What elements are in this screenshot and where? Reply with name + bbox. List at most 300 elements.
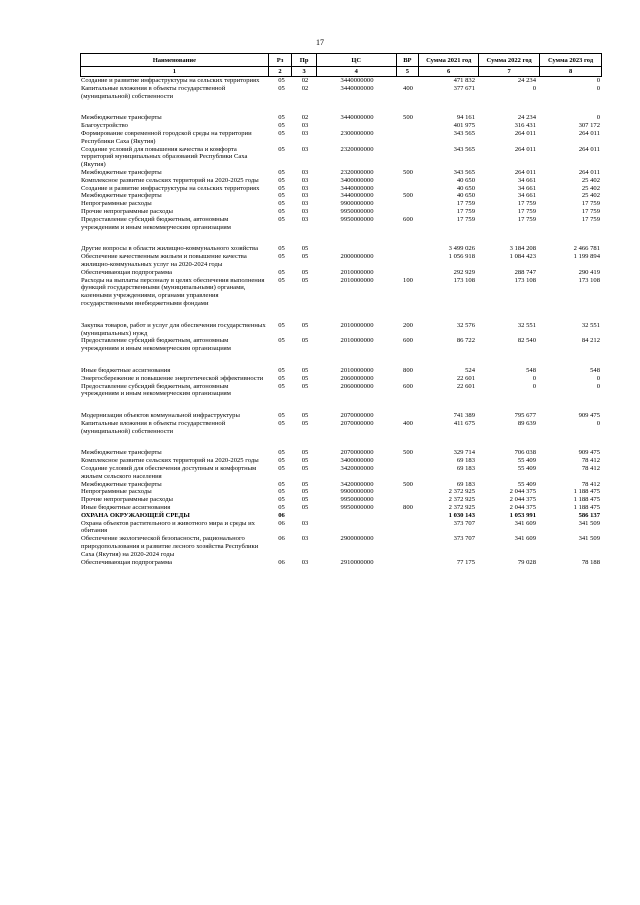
cell-vr: [397, 520, 419, 536]
table-row: [80, 200, 602, 208]
cell-s22: 264 011: [514, 129, 536, 137]
cell-vr: [397, 465, 419, 481]
cell-s23: 586 137: [578, 511, 600, 519]
cell-cs: 2300000000: [340, 129, 374, 137]
cell-rz: 05: [278, 200, 285, 208]
table-row: [80, 457, 602, 465]
table-row: [80, 504, 602, 512]
cell-s23: 341 509: [578, 535, 600, 543]
cell-s22: 79 028: [517, 558, 536, 566]
cell-name: Непрограммные расходы: [81, 200, 152, 208]
cell-s23: 78 412: [581, 457, 600, 465]
cell-s23: 0: [596, 382, 600, 390]
cell-s21: 411 675: [453, 419, 475, 427]
cell-rz: 05: [278, 122, 285, 130]
cell-vr: [397, 245, 419, 253]
cell-name: Предоставление субсидий бюджетным, автономным учреждениям и иным некоммерческим организациям: [81, 215, 231, 231]
cell-vr: [397, 122, 419, 130]
cell-pr: 05: [301, 504, 309, 512]
header-sum-2023: Сумма 2023 год: [547, 56, 594, 64]
cell-s22: 24 234: [517, 77, 536, 84]
header-pr: Пр: [292, 54, 317, 66]
cell-s21: 32 576: [456, 321, 475, 329]
cell-name: Охрана объектов растительного и животного мира и среды их обитания: [81, 519, 255, 535]
cell-cs: 2320000000: [340, 168, 374, 176]
table-row: [80, 114, 602, 122]
cell-name: Обеспечивающая подпрограмма: [81, 558, 173, 566]
cell-cs: 3400000000: [340, 176, 374, 184]
cell-vr: 600: [403, 337, 413, 345]
cell-pr: 02: [301, 77, 309, 84]
cell-s22: 89 639: [517, 419, 536, 427]
table-row: [80, 535, 602, 558]
cell-name: Создание условий для обеспечения доступным и комфортным жильем сельского населения: [81, 465, 257, 480]
cell-rz: 05: [278, 412, 285, 420]
cell-s21: 741 389: [453, 412, 475, 420]
header-sum-2022: Сумма 2022 год: [479, 54, 540, 66]
table-row: [80, 77, 602, 85]
cell-s22: 32 551: [517, 321, 536, 329]
cell-vr: [397, 559, 419, 567]
table-body: [80, 77, 602, 566]
cell-cs: 2070000000: [340, 449, 374, 457]
cell-cs: 9900000000: [340, 488, 374, 496]
cell-s22: 82 540: [517, 337, 536, 345]
cell-rz: 06: [278, 535, 285, 543]
cell-name: Обеспечение экологической безопасности, рационального природопользования и развитие лесного хозяйства Республики Саха (Якутия) на 2020-2024 годы: [81, 535, 259, 558]
cell-s21: 40 650: [456, 192, 475, 200]
cell-pr: 05: [301, 321, 309, 329]
cell-vr: [397, 412, 419, 420]
cell-vr: 800: [403, 366, 413, 374]
cell-name: Непрограммные расходы: [81, 488, 152, 496]
cell-s23: 78 188: [581, 558, 600, 566]
cell-s22: 55 409: [517, 457, 536, 465]
cell-pr: 05: [301, 245, 309, 253]
cell-rz: 05: [278, 268, 285, 276]
cell-rz: 05: [278, 374, 285, 382]
cell-name: Предоставление субсидий бюджетным, автономным учреждениям и иным некоммерческим организациям: [81, 337, 231, 353]
cell-s22: 264 011: [514, 145, 536, 153]
cell-pr: 05: [301, 480, 309, 488]
cell-s21: 77 175: [456, 558, 475, 566]
table-row: [80, 420, 602, 436]
cell-s22: 795 677: [514, 412, 536, 420]
cell-rz: 05: [278, 504, 285, 512]
cell-vr: 400: [403, 84, 413, 92]
cell-pr: 05: [301, 374, 309, 382]
cell-s21: 2 372 925: [448, 504, 475, 512]
cell-name: Капитальные вложения в объекты государственной (муниципальной) собственности: [81, 84, 226, 100]
cell-name: Капитальные вложения в объекты государственной (муниципальной) собственности: [81, 419, 226, 435]
table-row: [80, 322, 602, 338]
cell-vr: [397, 200, 419, 208]
cell-s22: 0: [532, 374, 536, 382]
table-row: [80, 122, 602, 130]
cell-rz: 05: [278, 184, 285, 192]
cell-vr: [397, 146, 419, 169]
cell-vr: [397, 130, 419, 146]
cell-pr: 02: [301, 84, 309, 92]
table-row: [80, 512, 602, 520]
cell-rz: 05: [278, 337, 285, 345]
cell-s21: 22 601: [456, 374, 475, 382]
cell-rz: 05: [278, 129, 285, 137]
cell-s23: 2 466 781: [573, 245, 600, 253]
cell-s21: 2 372 925: [448, 488, 475, 496]
cell-pr: 03: [301, 192, 309, 200]
cell-cs: 2060000000: [340, 374, 374, 382]
cell-s21: 17 759: [456, 215, 475, 223]
cell-cs: 2010000000: [340, 321, 374, 329]
table-row: [80, 367, 602, 375]
cell-name: Благоустройство: [81, 122, 128, 130]
cell-s23: 264 011: [578, 168, 600, 176]
cell-name: Прочие непрограммные расходы: [81, 207, 173, 215]
table-row: [80, 488, 602, 496]
cell-vr: [397, 269, 419, 277]
cell-name: Создание и развитие инфраструктуры на сельских территориях: [81, 77, 260, 84]
cell-s23: 909 475: [578, 412, 600, 420]
cell-rz: 05: [278, 215, 285, 223]
cell-pr: 03: [301, 168, 309, 176]
table-row: [80, 496, 602, 504]
cell-pr: 05: [301, 449, 309, 457]
cell-s22: 3 184 208: [509, 245, 536, 253]
cell-name: Модернизация объектов коммунальной инфраструктуры: [81, 412, 240, 420]
cell-s22: 173 108: [514, 276, 536, 284]
cell-s21: 40 650: [456, 176, 475, 184]
cell-rz: 05: [278, 366, 285, 374]
cell-vr: 500: [403, 114, 413, 122]
table-row: [80, 465, 602, 481]
cell-rz: 05: [278, 145, 285, 153]
cell-name: Обеспечивающая подпрограмма: [81, 268, 173, 276]
cell-s23: 25 402: [581, 184, 600, 192]
column-number: 2: [269, 67, 293, 76]
cell-vr: 200: [403, 321, 413, 329]
cell-vr: [397, 208, 419, 216]
cell-s22: 316 431: [514, 122, 536, 130]
cell-vr: 400: [403, 419, 413, 427]
cell-s23: 78 412: [581, 465, 600, 473]
cell-vr: [397, 77, 419, 85]
cell-s22: 34 661: [517, 176, 536, 184]
cell-rz: 05: [278, 176, 285, 184]
table-row: [80, 412, 602, 420]
cell-cs: 2910000000: [340, 558, 374, 566]
column-number: 8: [568, 68, 573, 75]
cell-name: Обеспечение качественным жильем и повышение качества жилищно-коммунальных услуг на 2020-2024 годы: [81, 253, 247, 268]
cell-rz: 05: [278, 321, 285, 329]
cell-s22: 706 038: [514, 449, 536, 457]
header-rz: Рз: [269, 54, 293, 66]
cell-vr: 600: [403, 215, 413, 223]
cell-cs: 9900000000: [340, 200, 374, 208]
cell-s22: 1 084 423: [509, 253, 536, 261]
cell-name: Закупка товаров, работ и услуг для обеспечения государственных (муниципальных) нужд: [81, 321, 266, 337]
header-vr: ВР: [397, 54, 420, 66]
cell-vr: 500: [403, 480, 413, 488]
cell-s22: 288 747: [514, 268, 536, 276]
cell-pr: 03: [301, 215, 309, 223]
table-row: [80, 177, 602, 185]
cell-vr: 500: [403, 192, 413, 200]
cell-pr: 05: [301, 496, 309, 504]
cell-vr: [397, 185, 419, 193]
cell-s22: 34 661: [517, 192, 536, 200]
cell-s22: 0: [532, 382, 536, 390]
cell-s22: 2 044 375: [509, 488, 536, 496]
cell-cs: 2070000000: [340, 412, 374, 420]
cell-s23: 25 402: [581, 176, 600, 184]
cell-s21: 17 759: [456, 200, 475, 208]
cell-rz: 05: [278, 276, 285, 284]
cell-cs: 9950000000: [340, 496, 374, 504]
cell-s22: 2 044 375: [509, 496, 536, 504]
cell-s23: 0: [596, 114, 600, 122]
cell-rz: 05: [278, 245, 285, 253]
column-number: 4: [317, 67, 397, 76]
cell-name: Создание и развитие инфраструктуры на сельских территориях: [81, 184, 260, 192]
cell-vr: 500: [403, 168, 413, 176]
cell-cs: [317, 245, 397, 253]
cell-s21: 343 565: [453, 145, 475, 153]
cell-s22: 0: [532, 84, 536, 92]
cell-s21: 69 183: [456, 480, 475, 488]
cell-s22: 341 609: [514, 535, 536, 543]
cell-s23: 84 212: [581, 337, 600, 345]
cell-pr: 03: [301, 145, 309, 153]
cell-vr: [397, 375, 419, 383]
cell-s23: 909 475: [578, 449, 600, 457]
cell-s23: 0: [596, 419, 600, 427]
cell-cs: [317, 520, 397, 536]
table-row: [80, 192, 602, 200]
cell-cs: 9950000000: [340, 215, 374, 223]
cell-name: Энергосбережение и повышение энергетической эффективности: [81, 374, 264, 382]
cell-s23: 78 412: [581, 480, 600, 488]
cell-pr: 05: [301, 268, 309, 276]
cell-s23: 290 419: [578, 268, 600, 276]
cell-rz: 05: [278, 465, 285, 473]
cell-vr: 500: [403, 449, 413, 457]
cell-rz: 05: [278, 207, 285, 215]
cell-rz: 05: [278, 192, 285, 200]
cell-s23: 17 759: [581, 207, 600, 215]
cell-cs: 2900000000: [340, 535, 374, 543]
column-number: 7: [479, 67, 540, 76]
cell-pr: 05: [301, 488, 309, 496]
cell-cs: 2070000000: [340, 419, 374, 427]
cell-cs: 3440000000: [340, 184, 374, 192]
cell-s21: 343 565: [453, 129, 475, 137]
table-row: [80, 130, 602, 146]
cell-cs: 2060000000: [340, 382, 374, 390]
cell-rz: 06: [278, 511, 285, 519]
cell-name: Расходы на выплаты персоналу в целях обеспечения выполнения функций государственными (муниципальными) органами, казенными учреждениями, органами управления государственными внебюджетными фондами: [81, 276, 265, 307]
cell-pr: 02: [301, 114, 309, 122]
cell-s21: 1 056 918: [448, 253, 475, 261]
cell-pr: 03: [301, 207, 309, 215]
cell-s21: 343 565: [453, 168, 475, 176]
table-row: [80, 253, 602, 269]
cell-s22: 2 044 375: [509, 504, 536, 512]
cell-s21: 3 499 026: [448, 245, 475, 253]
cell-pr: 03: [301, 558, 309, 566]
cell-pr: 03: [301, 184, 309, 192]
cell-name: Межбюджетные трансферты: [81, 168, 162, 176]
cell-s23: 307 172: [578, 122, 600, 130]
cell-name: Иные бюджетные ассигнования: [81, 366, 171, 374]
cell-pr: 05: [301, 465, 309, 473]
cell-cs: 3420000000: [340, 465, 374, 473]
cell-vr: [397, 496, 419, 504]
cell-s23: 17 759: [581, 215, 600, 223]
cell-s21: 69 183: [456, 465, 475, 473]
table-row: [80, 449, 602, 457]
table-row: [80, 520, 602, 536]
table-row: [80, 85, 602, 101]
table-row: [80, 337, 602, 353]
cell-vr: 600: [403, 382, 413, 390]
header-cs: ЦС: [317, 54, 397, 66]
cell-s21: 377 671: [453, 84, 475, 92]
table-row: [80, 208, 602, 216]
cell-s23: 0: [596, 84, 600, 92]
cell-rz: 05: [278, 114, 285, 122]
cell-pr: 05: [301, 412, 309, 420]
cell-rz: 05: [278, 496, 285, 504]
cell-name: Предоставление субсидий бюджетным, автономным учреждениям и иным некоммерческим организациям: [81, 382, 231, 398]
cell-pr: 05: [301, 457, 309, 465]
cell-s22: 341 609: [514, 519, 536, 527]
column-number: 1: [81, 67, 269, 76]
cell-cs: 2010000000: [340, 337, 374, 345]
cell-rz: 06: [278, 558, 285, 566]
cell-s22: 17 759: [517, 200, 536, 208]
cell-cs: 2010000000: [340, 276, 374, 284]
cell-s23: 17 759: [581, 200, 600, 208]
cell-rz: 05: [278, 488, 285, 496]
cell-s23: 173 108: [578, 276, 600, 284]
cell-s22: 17 759: [517, 215, 536, 223]
cell-s23: 1 188 475: [573, 504, 600, 512]
cell-pr: [293, 512, 317, 520]
cell-cs: 3440000000: [340, 114, 374, 122]
cell-s21: 1 030 143: [448, 511, 475, 519]
cell-cs: [317, 512, 397, 520]
cell-s23: 0: [596, 374, 600, 382]
table-header: [80, 53, 602, 67]
cell-s23: 264 011: [578, 129, 600, 137]
cell-pr: 05: [301, 366, 309, 374]
cell-rz: 05: [278, 457, 285, 465]
table-row: [80, 559, 602, 567]
cell-s23: 1 199 894: [573, 253, 600, 261]
cell-cs: 9950000000: [340, 207, 374, 215]
cell-s23: 264 011: [578, 145, 600, 153]
cell-s23: 32 551: [581, 321, 600, 329]
cell-s22: 548: [526, 366, 536, 374]
cell-s22: 55 409: [517, 465, 536, 473]
cell-s23: 548: [590, 366, 600, 374]
cell-name: Межбюджетные трансферты: [81, 114, 162, 122]
cell-s21: 69 183: [456, 457, 475, 465]
table-row: [80, 146, 602, 169]
cell-pr: 03: [301, 535, 309, 543]
cell-name: Межбюджетные трансферты: [81, 192, 162, 200]
cell-cs: 2320000000: [340, 145, 374, 153]
cell-rz: 06: [278, 519, 285, 527]
cell-cs: 2010000000: [340, 268, 374, 276]
cell-s21: 40 650: [456, 184, 475, 192]
cell-cs: 9950000000: [340, 504, 374, 512]
cell-s23: 1 188 475: [573, 496, 600, 504]
cell-vr: [397, 457, 419, 465]
cell-pr: 03: [301, 519, 309, 527]
cell-cs: 3440000000: [340, 84, 374, 92]
cell-name: Межбюджетные трансферты: [81, 449, 162, 457]
cell-s22: 264 011: [514, 168, 536, 176]
cell-name: Создание условий для повышения качества и комфорта территорий муниципальных образований Республики Саха (Якутия): [81, 145, 248, 169]
cell-cs: 3440000000: [340, 192, 374, 200]
cell-s21: 86 722: [456, 337, 475, 345]
cell-s21: 94 161: [456, 114, 475, 122]
column-number: 3: [292, 67, 317, 76]
cell-pr: 05: [301, 419, 309, 427]
table-row: [80, 185, 602, 193]
cell-pr: 03: [301, 176, 309, 184]
table-row: [80, 169, 602, 177]
cell-s22: 1 053 991: [509, 511, 536, 519]
table-row: [80, 383, 602, 399]
cell-s21: 401 975: [453, 122, 475, 130]
cell-s21: 173 108: [453, 276, 475, 284]
cell-s23: 341 509: [578, 519, 600, 527]
cell-name: Комплексное развитие сельских территорий на 2020-2025 годы: [81, 457, 259, 465]
cell-rz: 05: [278, 382, 285, 390]
cell-s22: 17 759: [517, 207, 536, 215]
cell-rz: 05: [278, 253, 285, 261]
cell-s21: 373 707: [453, 535, 475, 543]
cell-name: Другие вопросы в области жилищно-коммунального хозяйства: [81, 245, 258, 253]
cell-vr: 100: [403, 276, 413, 284]
cell-cs: 2000000000: [340, 253, 374, 261]
cell-s22: 55 409: [517, 480, 536, 488]
cell-pr: 03: [301, 200, 309, 208]
cell-vr: 800: [403, 504, 413, 512]
table-row: [80, 375, 602, 383]
cell-name: Формирование современной городской среды на территории Республики Саха (Якутия): [81, 129, 252, 145]
cell-cs: 2010000000: [340, 366, 374, 374]
table-row: [80, 216, 602, 232]
cell-s22: 34 661: [517, 184, 536, 192]
column-number: 5: [397, 67, 420, 76]
cell-rz: 05: [278, 77, 285, 84]
cell-s22: 24 234: [517, 114, 536, 122]
header-name: Наименование: [81, 54, 269, 66]
cell-name: Прочие непрограммные расходы: [81, 496, 173, 504]
cell-vr: [397, 253, 419, 269]
table-row: [80, 269, 602, 277]
cell-s23: 0: [596, 77, 600, 84]
cell-cs: 3420000000: [340, 480, 374, 488]
cell-rz: 05: [278, 449, 285, 457]
cell-pr: 05: [301, 337, 309, 345]
cell-pr: 03: [301, 129, 309, 137]
cell-rz: 05: [278, 168, 285, 176]
